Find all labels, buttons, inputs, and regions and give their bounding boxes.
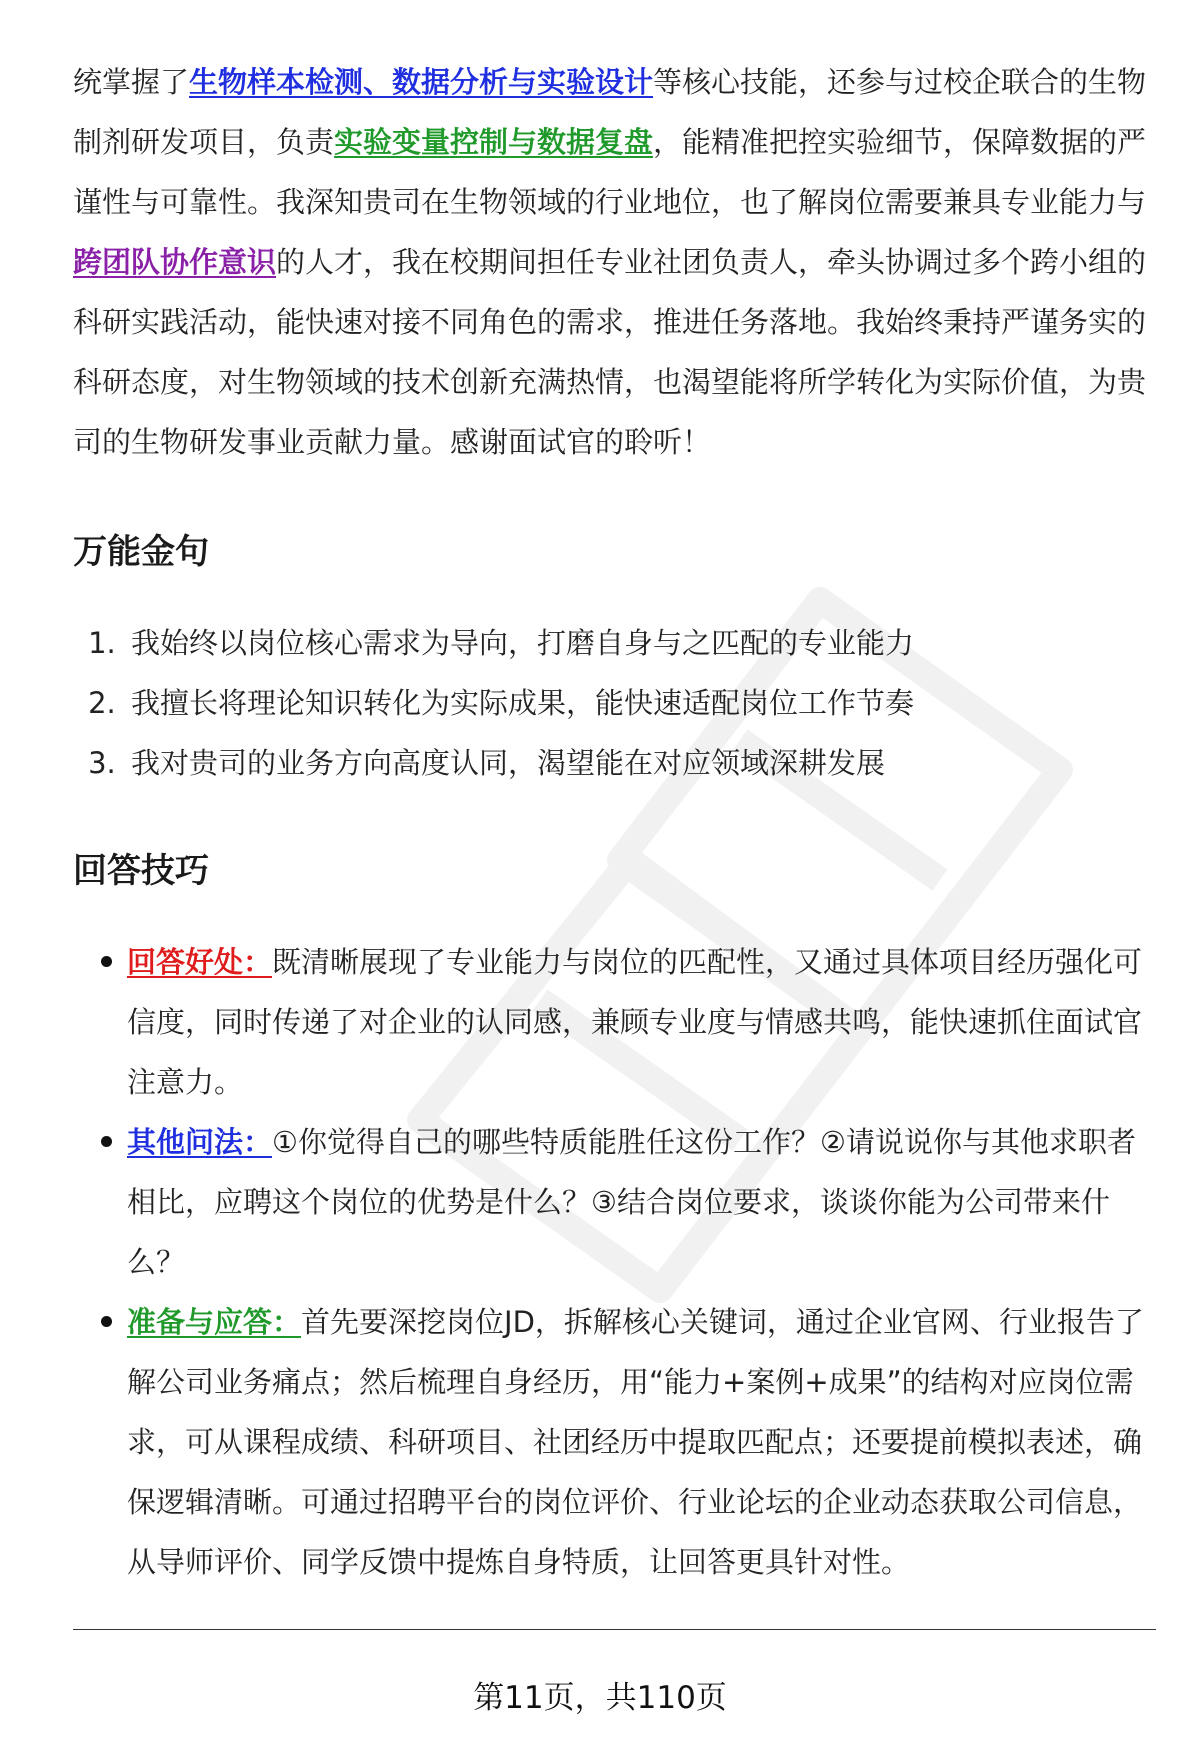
footer-divider [73, 1629, 1156, 1630]
tip-label-preparation: 准备与应答： [127, 1305, 302, 1339]
intro-text-3: ，能精准把控实验细节，保障数据的严谨性与可靠性。我深知贵司在生物领域的行业地位，也了解岗位需要兼具专业能力与 [73, 125, 1147, 219]
tip-item-preparation [127, 1292, 1163, 1592]
main-content [73, 52, 1163, 1592]
intro-text-4: 的人才，我在校期间担任专业社团负责人，牵头协调过多个跨小组的科研实践活动，能快速对接不同角色的需求，推进任务落地。我始终秉持严谨务实的科研态度，对生物领域的技术创新充满热情，也渴望能将所学转化为实际价值，为贵司的生物研发事业贡献力量。感谢面试官的聆听！ [73, 245, 1147, 459]
highlight-skills: 生物样本检测、数据分析与实验设计 [189, 65, 654, 99]
highlight-teamwork: 跨团队协作意识 [73, 245, 277, 279]
intro-text-1: 统掌握了 [73, 65, 190, 99]
tip-text-benefits: 既清晰展现了专业能力与岗位的匹配性，又通过具体项目经历强化可信度，同时传递了对企业的认同感，兼顾专业度与情感共鸣，能快速抓住面试官注意力。 [127, 945, 1143, 1099]
highlight-variable-control: 实验变量控制与数据复盘 [334, 125, 654, 159]
tip-label-benefits: 回答好处： [127, 945, 273, 979]
tip-item-benefits [127, 932, 1163, 1112]
page-number: 第11页，共110页 [473, 1680, 727, 1716]
tip-text-other-questions: ①你觉得自己的哪些特质能胜任这份工作？②请说说你与其他求职者相比，应聘这个岗位的优势是什么？③结合岗位要求，谈谈你能为公司带来什么？ [127, 1125, 1137, 1279]
section-heading-golden-sentences: 万能金句 [73, 532, 209, 572]
intro-text-2: 等核心技能，还参与过校企联合的生物制剂研发项目，负责 [73, 65, 1147, 159]
golden-sentence-list [73, 613, 1163, 793]
answer-tips-list [73, 932, 1163, 1592]
golden-sentence-item: 2. 我擅长将理论知识转化为实际成果，能快速适配岗位工作节奏 [125, 673, 1163, 733]
tip-label-other-questions: 其他问法： [127, 1125, 273, 1159]
golden-sentence-item: 3. 我对贵司的业务方向高度认同，渴望能在对应领域深耕发展 [125, 733, 1163, 793]
tip-item-other-questions [127, 1112, 1163, 1292]
tip-text-preparation: 首先要深挖岗位JD，拆解核心关键词，通过企业官网、行业报告了解公司业务痛点；然后梳理自身经历，用“能力+案例+成果”的结构对应岗位需求，可从课程成绩、科研项目、社团经历中提取匹配点；还要提前模拟表述，确保逻辑清晰。可通过招聘平台的岗位评价、行业论坛的企业动态获取公司信息，从导师评价、同学反馈中提炼自身特质，让回答更具针对性。 [127, 1305, 1144, 1579]
golden-sentence-item: 1. 我始终以岗位核心需求为导向，打磨自身与之匹配的专业能力 [125, 613, 1163, 673]
intro-paragraph [73, 52, 1163, 472]
section-heading-answer-tips: 回答技巧 [73, 851, 209, 891]
